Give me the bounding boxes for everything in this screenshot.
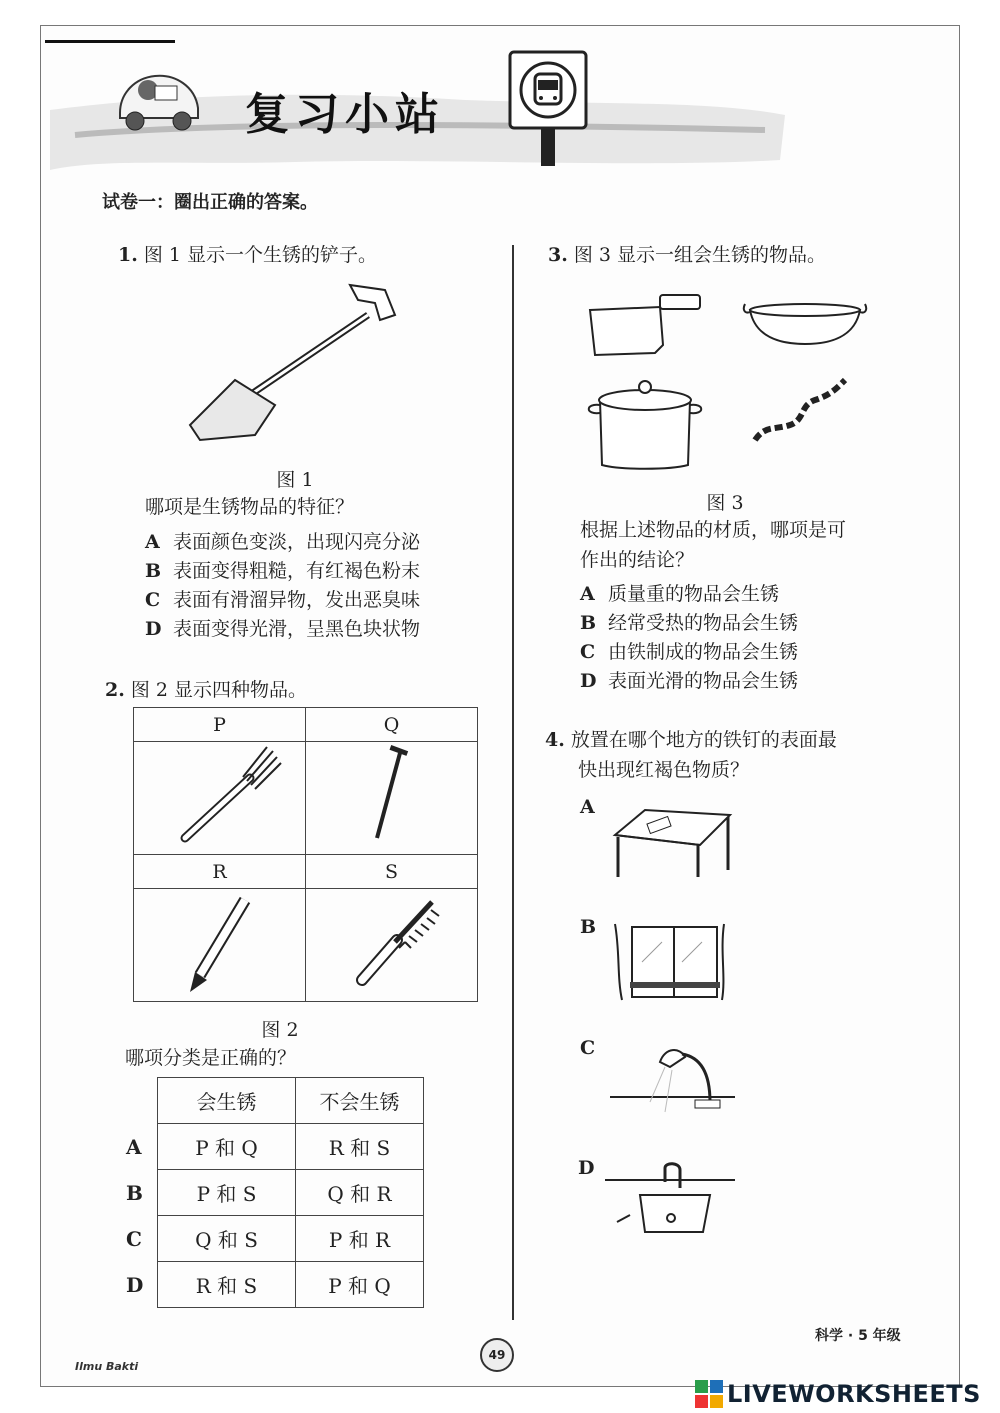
publisher-logo: Ilmu Bakti — [75, 1360, 139, 1373]
comb-icon — [337, 890, 447, 995]
bus-stop-sign-icon — [508, 50, 588, 170]
grid-label-s: S — [306, 855, 478, 889]
q2-option-b[interactable]: B P 和 S Q 和 R — [125, 1170, 424, 1216]
q3-stem: 3. 图 3 显示一组会生锈的物品。 — [548, 244, 827, 266]
car-icon — [110, 58, 210, 138]
q1-option-b[interactable]: B 表面变得粗糙，有红褐色粉末 — [145, 560, 421, 582]
table-nail-icon — [610, 805, 735, 880]
header-rust: 会生锈 — [158, 1078, 296, 1124]
pencil-icon — [175, 890, 265, 995]
grid-cell-p — [134, 742, 306, 855]
grid-label-r: R — [134, 855, 306, 889]
q2-option-a[interactable]: A P 和 Q R 和 S — [125, 1124, 424, 1170]
fork-icon — [155, 743, 285, 848]
q4-option-a[interactable]: A — [580, 796, 595, 818]
chain-icon — [745, 375, 855, 450]
liveworksheets-watermark — [695, 1380, 981, 1408]
lamp-icon — [610, 1042, 740, 1117]
instructions: 试卷一：圈出正确的答案。 — [102, 192, 318, 213]
watermark-text: LIVEWORKSHEETS — [727, 1380, 981, 1408]
cleaver-icon — [585, 285, 715, 365]
grid-cell-s — [306, 889, 478, 1002]
page-number-badge: 49 — [480, 1338, 514, 1372]
q1-options — [145, 528, 420, 644]
nail-icon — [362, 743, 422, 848]
figure-1-label: 图 1 — [276, 469, 314, 491]
grid-cell-q — [306, 742, 478, 855]
q2-stem: 2. 图 2 显示四种物品。 — [105, 679, 308, 701]
grid-label-q: Q — [306, 708, 478, 742]
q3-option-a[interactable]: A 质量重的物品会生锈 — [580, 583, 780, 605]
q2-option-d[interactable]: D R 和 S P 和 Q — [125, 1262, 424, 1308]
q4-option-b[interactable]: B — [580, 916, 597, 938]
figure-3-label: 图 3 — [706, 492, 744, 514]
column-divider — [512, 245, 514, 1320]
q3-options — [580, 580, 798, 696]
q1-option-d[interactable]: D 表面变得光滑，呈黑色块状物 — [145, 618, 421, 640]
q3-option-c[interactable]: C 由铁制成的物品会生锈 — [580, 641, 799, 663]
q2-option-c[interactable]: C Q 和 S P 和 R — [125, 1216, 424, 1262]
sink-icon — [605, 1160, 740, 1240]
q1-option-a[interactable]: A 表面颜色变淡，出现闪亮分泌 — [145, 531, 421, 553]
q2-answer-table — [125, 1077, 424, 1308]
q1-number: 1. — [118, 244, 138, 266]
pot-icon — [580, 375, 715, 475]
grid-label-p: P — [134, 708, 306, 742]
figure-2-grid — [133, 707, 478, 1002]
q3-option-b[interactable]: B 经常受热的物品会生锈 — [580, 612, 799, 634]
q3-question: 根据上述物品的材质，哪项是可 作出的结论？ — [580, 519, 847, 571]
q4-question: 4. 放置在哪个地方的铁钉的表面最 快出现红褐色物质？ — [545, 729, 837, 781]
grid-cell-r — [134, 889, 306, 1002]
wok-icon — [740, 292, 875, 352]
q3-option-d[interactable]: D 表面光滑的物品会生锈 — [580, 670, 799, 692]
q1-stem-text: 图 1 显示一个生锈的铲子。 — [143, 244, 378, 266]
q4-option-d[interactable]: D — [578, 1157, 595, 1179]
q4-option-c[interactable]: C — [580, 1037, 596, 1059]
liveworksheets-logo-icon — [695, 1380, 723, 1408]
q1-stem — [118, 240, 377, 270]
q1-option-c[interactable]: C 表面有滑溜异物，发出恶臭味 — [145, 589, 421, 611]
footer-subject: 科学 · 5 年级 — [815, 1328, 901, 1344]
window-icon — [612, 922, 732, 1002]
page-title: 复习小站 — [245, 89, 445, 140]
q2-question: 哪项分类是正确的？ — [125, 1047, 297, 1069]
shovel-icon — [180, 275, 420, 450]
q1-question: 哪项是生锈物品的特征？ — [145, 496, 355, 518]
figure-2-label: 图 2 — [261, 1019, 299, 1041]
header-no-rust: 不会生锈 — [296, 1078, 424, 1124]
